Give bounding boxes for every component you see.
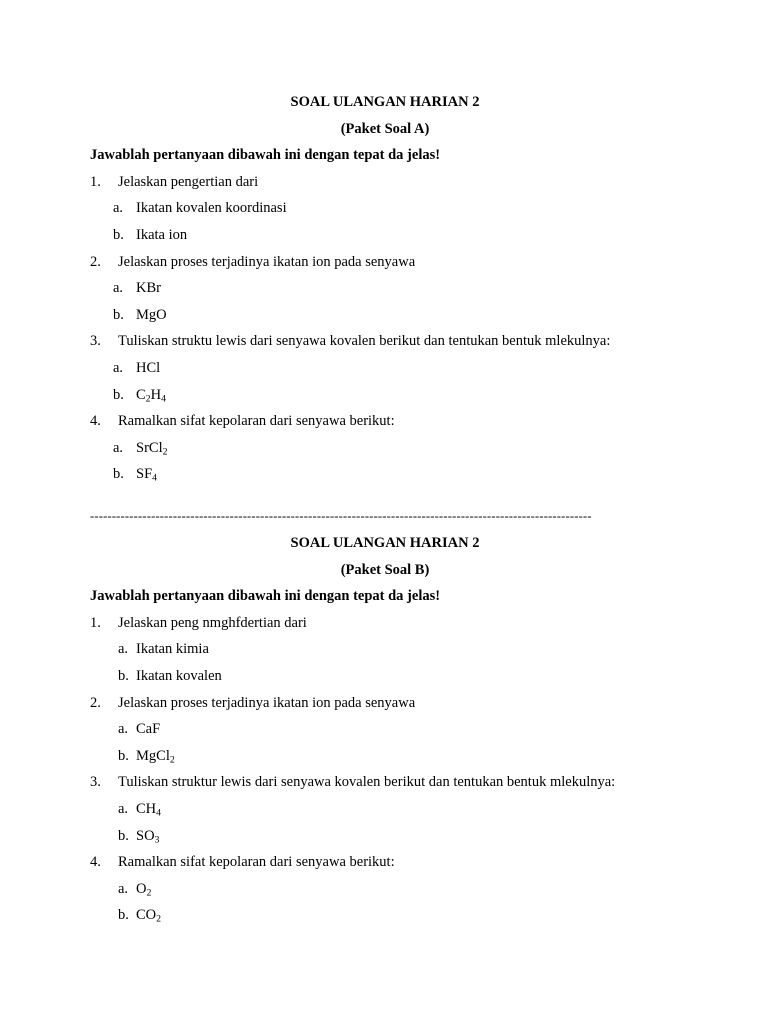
question-1 xyxy=(90,615,680,642)
option-formula: SrCl$_2$ xyxy=(136,439,168,458)
instruction: Jawablah pertanyaan dibawah ini dengan tepat da jelas! xyxy=(90,588,441,605)
question-4-option-b xyxy=(90,466,680,493)
option-letter: b. xyxy=(113,306,124,323)
question-1 xyxy=(90,174,680,201)
question-text: Jelaskan pengertian dari xyxy=(118,173,259,190)
question-2-option-b xyxy=(90,307,680,334)
option-letter: a. xyxy=(113,359,124,376)
section-title: SOAL ULANGAN HARIAN 2 xyxy=(290,94,480,110)
section-title: SOAL ULANGAN HARIAN 2 xyxy=(290,535,480,551)
question-2-option-a xyxy=(90,280,680,307)
question-4-option-b xyxy=(90,907,680,934)
option-formula: $O_2$ xyxy=(136,880,152,899)
option-letter: b. xyxy=(118,667,129,684)
question-2 xyxy=(90,695,680,722)
question-4 xyxy=(90,413,680,440)
instruction: Jawablah pertanyaan dibawah ini dengan tepat da jelas! xyxy=(90,147,441,164)
question-1-option-a xyxy=(90,641,680,668)
section-paket-a xyxy=(90,94,680,493)
option-letter: b. xyxy=(113,226,124,243)
question-3 xyxy=(90,333,680,360)
paket-label: (Paket Soal B) xyxy=(340,561,430,578)
option-text: Ikata ion xyxy=(136,226,188,243)
question-number: 2. xyxy=(90,253,101,270)
option-letter: b. xyxy=(118,827,129,844)
option-letter: a. xyxy=(118,721,129,738)
question-2 xyxy=(90,254,680,281)
question-number: 4. xyxy=(90,854,101,871)
option-formula: MgCl$_2$ xyxy=(136,747,175,766)
option-text: Ikatan kovalen koordinasi xyxy=(136,200,287,217)
option-text: HCl xyxy=(136,359,161,376)
option-letter: a. xyxy=(113,439,124,456)
option-formula: $CH_4$ xyxy=(136,800,162,819)
question-3-option-a xyxy=(90,801,680,828)
option-text: MgO xyxy=(136,306,167,323)
dashed-divider: ------------------------------------------------------------------------------------------------------------------- xyxy=(90,509,592,523)
question-text: Tuliskan struktur lewis dari senyawa kovalen berikut dan tentukan bentuk mlekulnya: xyxy=(118,774,616,791)
question-number: 1. xyxy=(90,614,101,631)
question-number: 2. xyxy=(90,694,101,711)
question-4 xyxy=(90,854,680,881)
option-formula: $CO_2$ xyxy=(136,907,162,925)
question-3-option-b xyxy=(90,387,680,414)
question-2-option-b xyxy=(90,748,680,775)
option-text: CaF xyxy=(136,721,161,738)
option-letter: b. xyxy=(113,466,124,483)
question-number: 1. xyxy=(90,173,101,190)
option-letter: a. xyxy=(118,880,129,897)
option-letter: b. xyxy=(118,747,129,764)
question-text: Ramalkan sifat kepolaran dari senyawa berikut: xyxy=(118,413,395,430)
question-1-option-b xyxy=(90,668,680,695)
question-text: Ramalkan sifat kepolaran dari senyawa berikut: xyxy=(118,854,395,871)
question-number: 4. xyxy=(90,413,101,430)
option-text: Ikatan kimia xyxy=(136,641,209,658)
question-number: 3. xyxy=(90,774,101,791)
option-text: KBr xyxy=(136,280,161,297)
option-formula: $SF_4$ xyxy=(136,466,158,484)
option-letter: b. xyxy=(113,386,124,403)
question-3 xyxy=(90,774,680,801)
question-3-option-b xyxy=(90,828,680,855)
option-letter: a. xyxy=(118,641,129,658)
question-1-option-b xyxy=(90,227,680,254)
option-formula: $SO_3$ xyxy=(136,827,160,845)
paket-label: (Paket Soal A) xyxy=(340,120,430,137)
option-formula: $C_2H_4$ xyxy=(136,386,166,404)
option-letter: a. xyxy=(118,800,129,817)
option-letter: b. xyxy=(118,907,129,924)
question-4-option-a xyxy=(90,440,680,467)
option-text: Ikatan kovalen xyxy=(136,667,222,684)
question-text: Tuliskan struktu lewis dari senyawa kovalen berikut dan tentukan bentuk mlekulnya: xyxy=(118,333,611,350)
question-text: Jelaskan peng nmghfdertian dari xyxy=(118,614,307,631)
question-1-option-a xyxy=(90,200,680,227)
question-text: Jelaskan proses terjadinya ikatan ion pada senyawa xyxy=(118,694,416,711)
option-letter: a. xyxy=(113,280,124,297)
question-4-option-a xyxy=(90,881,680,908)
question-number: 3. xyxy=(90,333,101,350)
question-text: Jelaskan proses terjadinya ikatan ion pada senyawa xyxy=(118,253,416,270)
option-letter: a. xyxy=(113,200,124,217)
question-2-option-a xyxy=(90,721,680,748)
question-3-option-a xyxy=(90,360,680,387)
section-paket-b xyxy=(90,535,680,934)
